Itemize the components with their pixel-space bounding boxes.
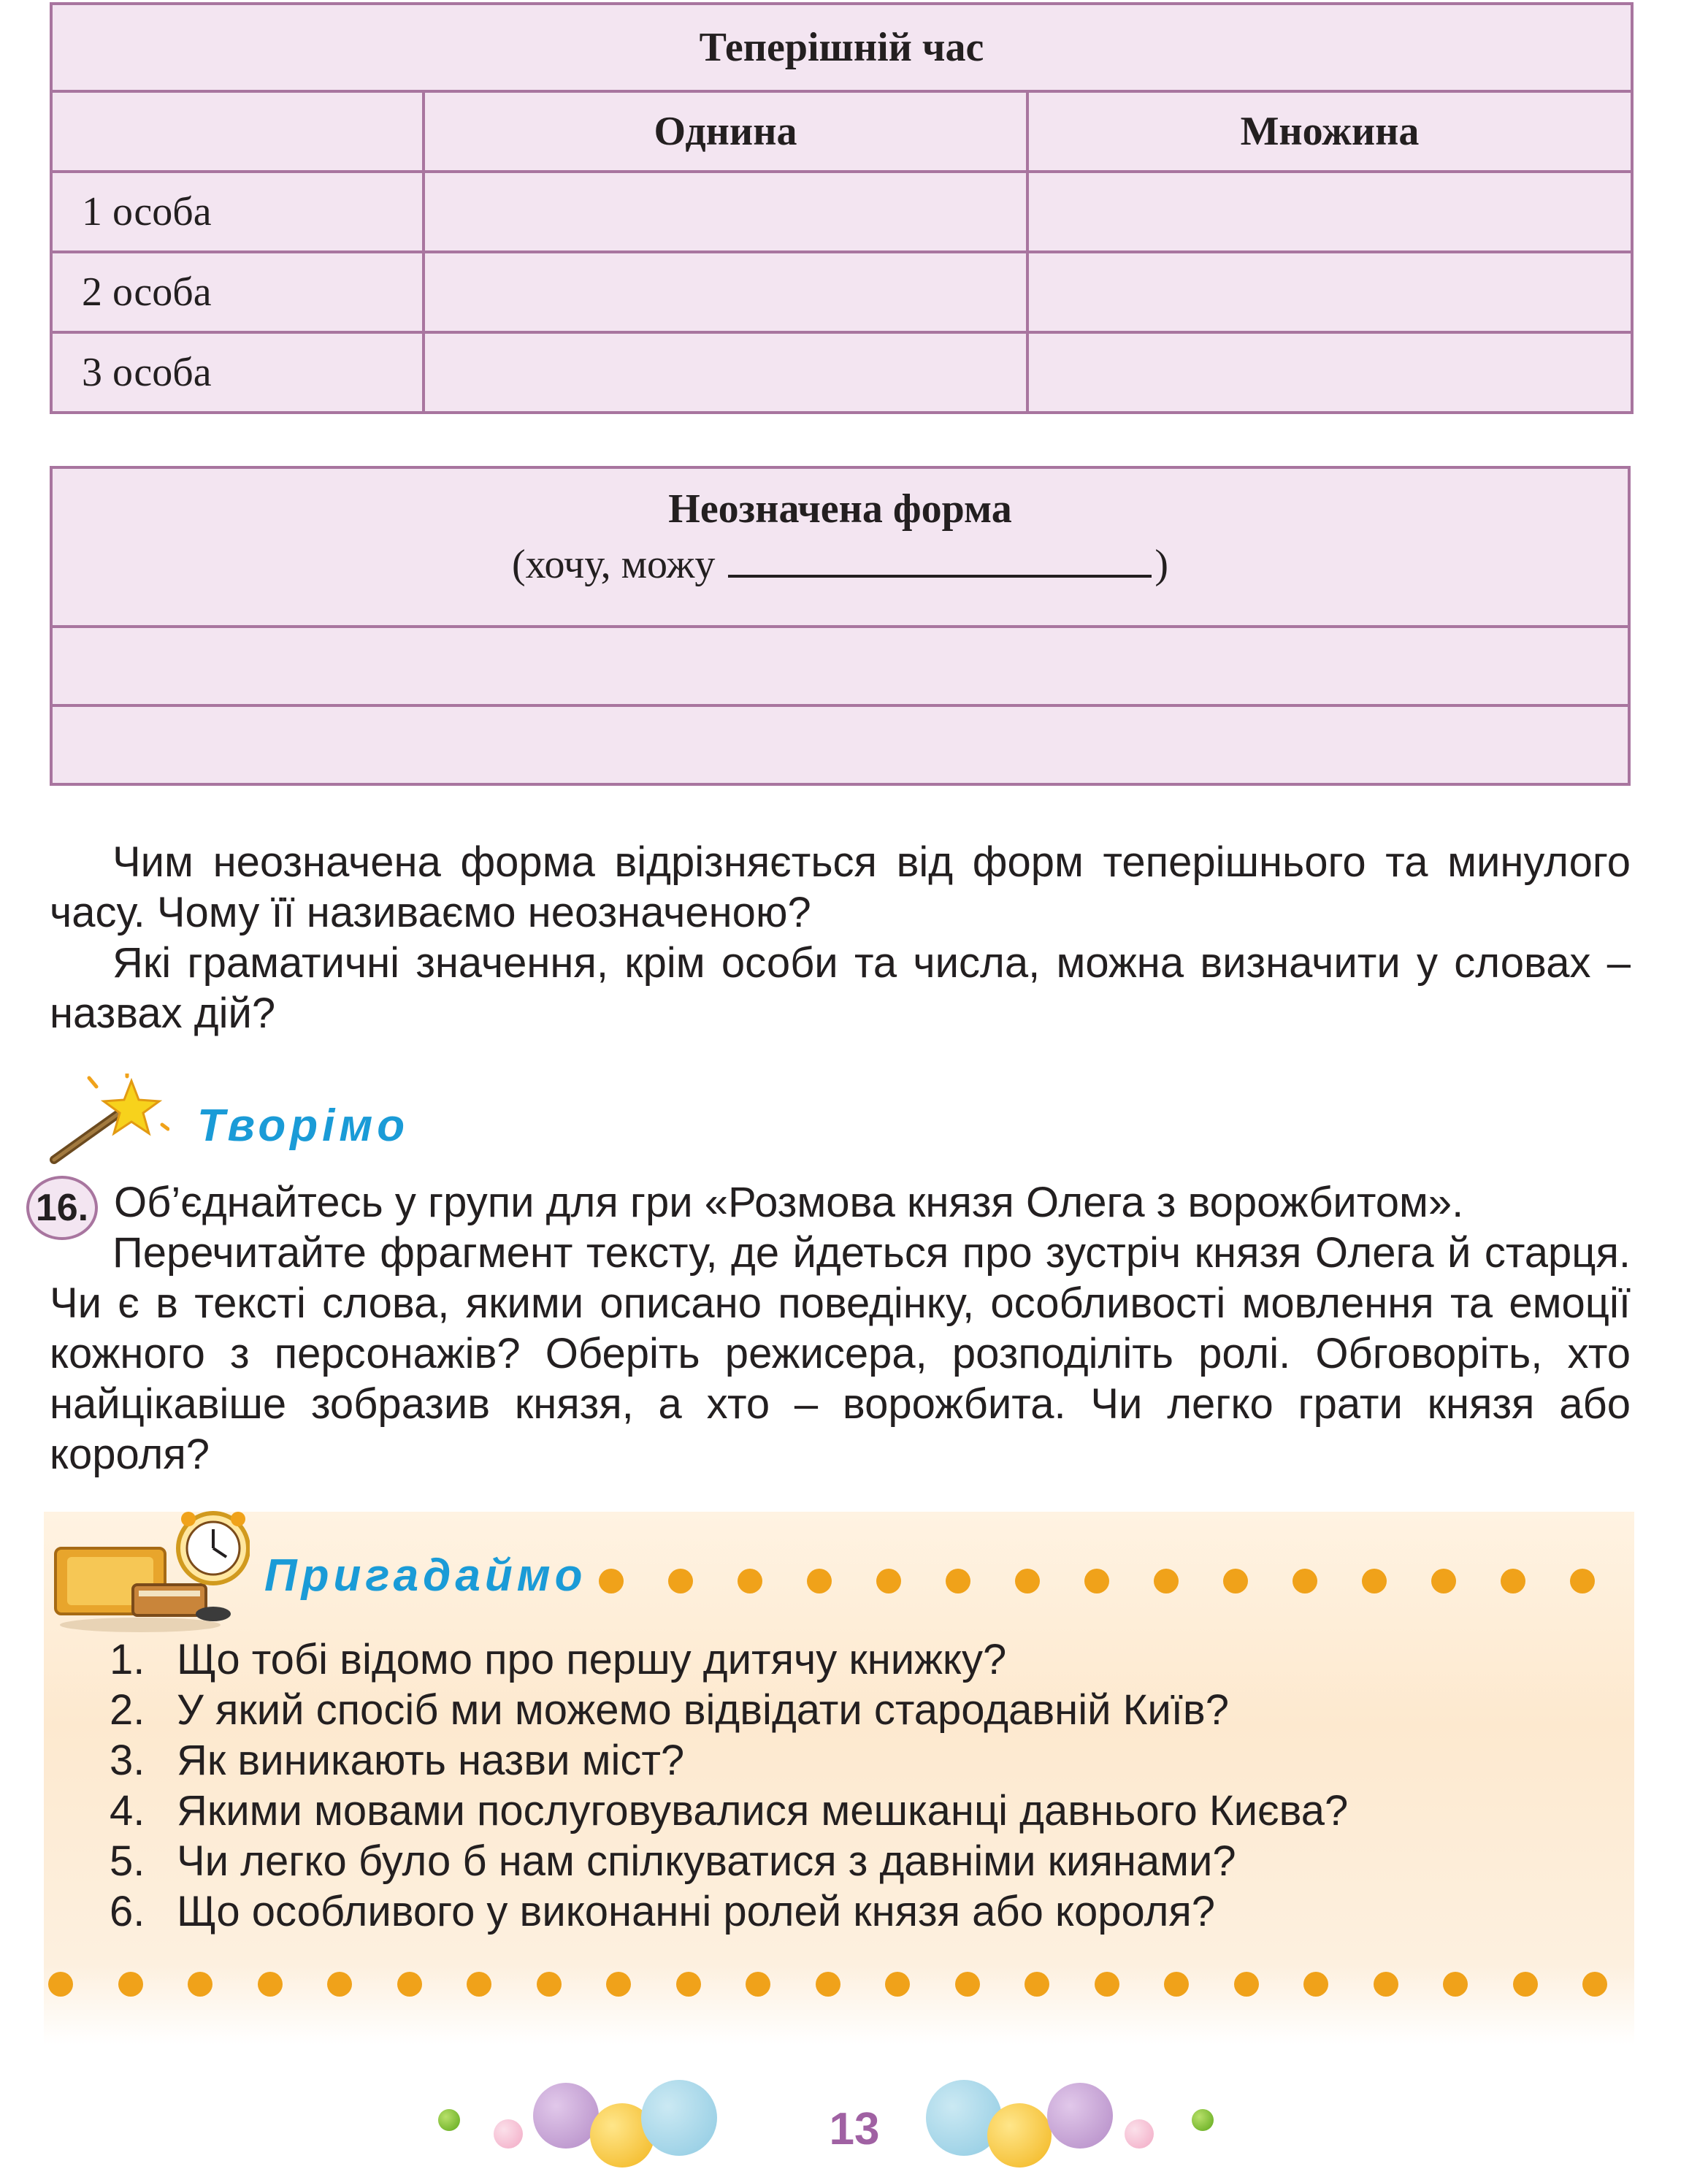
decor-dot-pink	[494, 2119, 523, 2149]
divider-dot	[1374, 1972, 1398, 1997]
row-label-person-3: 3 особа	[51, 332, 424, 413]
infinitive-prompt	[53, 539, 1628, 590]
divider-dot	[668, 1569, 693, 1593]
exercise-16-text	[50, 1177, 1631, 1480]
divider-dot	[738, 1569, 762, 1593]
decor-dot-green	[1192, 2109, 1214, 2131]
divider-dot	[1513, 1972, 1538, 1997]
divider-dot	[1570, 1569, 1595, 1593]
decor-bubble-purple	[1047, 2083, 1113, 2149]
divider-dot	[876, 1569, 901, 1593]
infinitive-table	[50, 466, 1631, 786]
plural-header: Множина	[1027, 91, 1632, 172]
create-section-title: Творімо	[197, 1101, 410, 1151]
divider-dot	[118, 1972, 143, 1997]
divider-dot	[1084, 1569, 1109, 1593]
list-item	[110, 1836, 1570, 1886]
divider-dot	[946, 1569, 970, 1593]
answer-cell[interactable]	[424, 332, 1027, 413]
answer-cell[interactable]	[51, 627, 1629, 705]
list-item-number: 2.	[110, 1686, 145, 1734]
exercise-number-badge: 16.	[26, 1176, 98, 1240]
magic-wand-icon	[45, 1074, 169, 1168]
divider-dot	[1095, 1972, 1119, 1997]
decor-dot-green	[438, 2109, 460, 2131]
divider-dot	[676, 1972, 701, 1997]
corner-cell	[51, 91, 424, 172]
question-paragraph-2: Які граматичні значення, крім особи та числа, можна визначити у словах – назвах дій?	[50, 939, 1631, 1037]
decor-dot-pink	[1125, 2119, 1154, 2149]
remember-questions-list	[110, 1634, 1570, 1937]
divider-dot	[537, 1972, 562, 1997]
divider-dot	[1223, 1569, 1248, 1593]
divider-dot	[1582, 1972, 1607, 1997]
divider-dot	[1015, 1569, 1040, 1593]
decor-bubble-blue	[641, 2080, 717, 2156]
decor-bubble-yellow	[987, 2103, 1052, 2168]
divider-dot	[48, 1972, 73, 1997]
divider-dot	[746, 1972, 770, 1997]
present-tense-table	[50, 2, 1634, 414]
divider-dot	[1443, 1972, 1468, 1997]
divider-dot	[1234, 1972, 1259, 1997]
divider-dot	[327, 1972, 352, 1997]
list-item	[110, 1685, 1570, 1735]
divider-dot	[606, 1972, 631, 1997]
dotted-divider-top	[599, 1569, 1621, 1598]
row-label-person-1: 1 особа	[51, 172, 424, 252]
page-number: 13	[829, 2104, 880, 2154]
list-item	[110, 1735, 1570, 1786]
books-clock-icon	[45, 1504, 250, 1636]
divider-dot	[955, 1972, 980, 1997]
list-item-number: 4.	[110, 1787, 145, 1834]
row-label-person-2: 2 особа	[51, 252, 424, 332]
list-item-text: У який спосіб ми можемо відвідати стародавній Київ?	[177, 1686, 1229, 1734]
list-item	[110, 1634, 1570, 1685]
list-item	[110, 1886, 1570, 1937]
divider-dot	[807, 1569, 832, 1593]
divider-dot	[1303, 1972, 1328, 1997]
singular-header: Однина	[424, 91, 1027, 172]
divider-dot	[1164, 1972, 1189, 1997]
infinitive-header-cell	[51, 467, 1629, 627]
list-item-number: 1.	[110, 1636, 145, 1683]
divider-dot	[1362, 1569, 1387, 1593]
divider-dot	[1501, 1569, 1525, 1593]
list-item	[110, 1786, 1570, 1836]
divider-dot	[1431, 1569, 1456, 1593]
answer-cell[interactable]	[1027, 172, 1632, 252]
divider-dot	[1154, 1569, 1179, 1593]
answer-cell[interactable]	[1027, 252, 1632, 332]
divider-dot	[397, 1972, 422, 1997]
divider-dot	[467, 1972, 491, 1997]
divider-dot	[885, 1972, 910, 1997]
infinitive-title: Неозначена форма	[668, 486, 1012, 532]
list-item-text: Якими мовами послуговувалися мешканці давнього Києва?	[177, 1787, 1349, 1834]
divider-dot	[188, 1972, 212, 1997]
list-item-text: Що особливого у виконанні ролей князя або короля?	[177, 1888, 1216, 1935]
list-item-number: 6.	[110, 1888, 145, 1935]
decor-bubble-purple	[533, 2083, 599, 2149]
present-tense-title: Теперішній час	[51, 4, 1632, 91]
divider-dot	[816, 1972, 840, 1997]
divider-dot	[1025, 1972, 1049, 1997]
remember-section-title: Пригадаймо	[264, 1550, 587, 1601]
divider-dot	[258, 1972, 283, 1997]
divider-dot	[599, 1569, 624, 1593]
answer-cell[interactable]	[51, 705, 1629, 784]
fill-in-blank[interactable]	[728, 540, 1152, 578]
dotted-divider-bottom	[48, 1972, 1633, 2001]
list-item-text: Чи легко було б нам спілкуватися з давніми киянами?	[177, 1837, 1236, 1885]
list-item-number: 3.	[110, 1737, 145, 1784]
divider-dot	[1293, 1569, 1317, 1593]
list-item-text: Що тобі відомо про першу дитячу книжку?	[177, 1636, 1007, 1683]
exercise-16-body: Перечитайте фрагмент тексту, де йдеться про зустріч князя Олега й старця. Чи є в тексті слова, якими описано поведінку, особливості мовлення та емоції кожного з персонажів? Оберіть режисера, розподіліть ролі. Обговоріть, хто найцікавіше зобразив князя, а хто – ворожбита. Чи легко грати князя або короля?	[50, 1229, 1631, 1478]
answer-cell[interactable]	[424, 252, 1027, 332]
answer-cell[interactable]	[1027, 332, 1632, 413]
list-item-number: 5.	[110, 1837, 145, 1885]
exercise-16-line1: Об’єднайтесь у групи для гри «Розмова князя Олега з ворожбитом».	[114, 1179, 1464, 1226]
prompt-open-text: (хочу, можу	[511, 542, 716, 587]
questions-paragraph	[50, 837, 1631, 1038]
answer-cell[interactable]	[424, 172, 1027, 252]
list-item-text: Як виникають назви міст?	[177, 1737, 685, 1784]
question-paragraph-1: Чим неозначена форма відрізняється від форм теперішнього та минулого часу. Чому її називаємо неозначеною?	[50, 838, 1631, 936]
prompt-close-text: )	[1154, 542, 1168, 587]
